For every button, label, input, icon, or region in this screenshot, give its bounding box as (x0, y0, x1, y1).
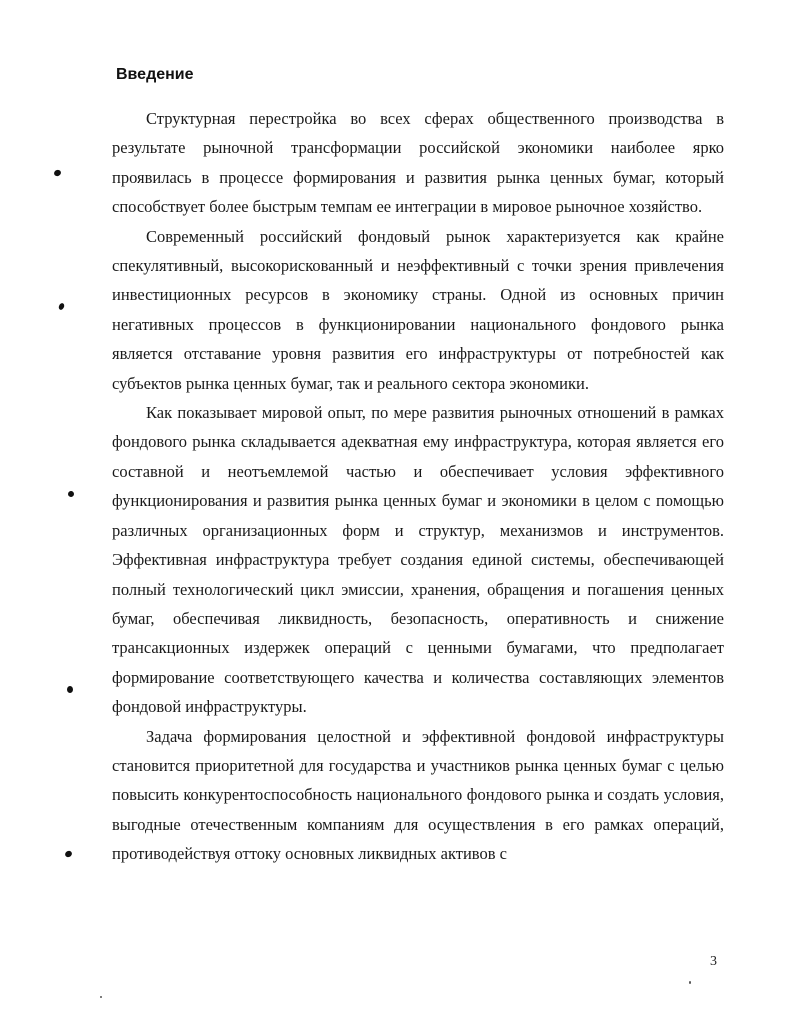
scan-speck-mark (689, 981, 691, 984)
paragraph-4: Задача формирования целостной и эффективной фондовой инфраструктуры становится приоритетной для государства и участников рынка ценных бумаг с целью повысить конкурентоспособность национального фондового рынка и создать условия, выгодные отечественным компаниям для осуществления в его рамках операций, противодействуя оттоку основных ликвидных активов с (112, 726, 724, 864)
scan-speck-mark (64, 850, 73, 859)
scan-speck-mark (67, 686, 73, 693)
scan-speck-mark (67, 490, 75, 498)
scan-speck-mark (100, 996, 102, 998)
section-heading: Введение (116, 66, 194, 83)
paragraph-1: Структурная перестройка во всех сферах общественного производства в результате рыночной трансформации российской экономики наиболее ярко проявилась в процессе формирования и развития рынка ценных бумаг, который способствует более быстрым темпам ее интеграции в мировое рыночное хозяйство. (112, 109, 724, 217)
paragraph-3: Как показывает мировой опыт, по мере развития рыночных отношений в рамках фондового рынка складывается адекватная ему инфраструктура, которая является его составной и неотъемлемой частью и обеспечивает условия эффективного функционирования и развития рынка ценных бумаг и экономики в целом с помощью различных организационных форм и структур, механизмов и инструментов. Эффективная инфраструктура требует создания единой системы, обеспечивающей полный технологический цикл эмиссии, хранения, обращения и погашения ценных бумаг, обеспечивая ликвидность, безопасность, оперативность и снижение трансакционных издержек операций с ценными бумагами, что предполагает формирование соответствующего качества и количества составляющих элементов фондовой инфраструктуры. (112, 403, 724, 717)
scan-speck-mark (53, 169, 62, 177)
page-number: 3 (710, 954, 717, 969)
body-text (112, 104, 724, 869)
scan-speck-mark (58, 302, 65, 310)
paragraph-2: Современный российский фондовый рынок характеризуется как крайне спекулятивный, высокорискованный и неэффективный с точки зрения привлечения инвестиционных ресурсов в экономику страны. Одной из основных причин негативных процессов в функционировании национального фондового рынка является отставание уровня развития его инфраструктуры от потребностей как субъектов рынка ценных бумаг, так и реального сектора экономики. (112, 226, 724, 393)
